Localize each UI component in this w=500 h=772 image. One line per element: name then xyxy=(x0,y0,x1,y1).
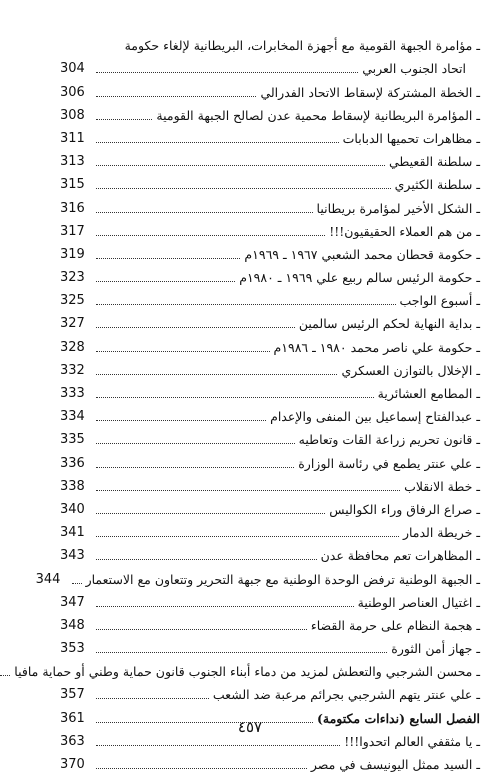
dot-leader xyxy=(96,235,325,236)
toc-entry-title: ـ قانون تحريم زراعة القات وتعاطيه xyxy=(298,432,480,448)
toc-entry xyxy=(60,378,480,401)
dot-leader xyxy=(96,142,339,143)
toc-entry-page-number: 370 xyxy=(60,757,85,772)
toc-entry-page-number: 308 xyxy=(60,107,85,123)
toc-entry-page-number: 340 xyxy=(60,501,85,517)
toc-entry-page-number: 332 xyxy=(60,362,85,378)
dot-leader xyxy=(96,768,307,769)
toc-entry-page-number: 327 xyxy=(60,316,85,332)
toc-entry-page-number: 363 xyxy=(60,733,85,749)
toc-entry-title: ـ الإخلال بالتوازن العسكري xyxy=(341,362,480,378)
toc-entry-title: ـ السيد ممثل اليونيسف في مصر xyxy=(310,757,480,772)
toc-entry-title: ـ المؤامرة البريطانية لإسقاط محمية عدن لصالح الجبهة القومية xyxy=(156,107,480,123)
dot-leader xyxy=(96,119,152,120)
toc-entry xyxy=(35,563,480,587)
toc-entry-page-number: 338 xyxy=(60,478,85,494)
dot-leader xyxy=(96,559,317,560)
dot-leader xyxy=(96,327,295,328)
dot-leader xyxy=(72,583,82,584)
toc-entry xyxy=(60,610,480,633)
toc-entry-page-number: 333 xyxy=(60,386,85,401)
toc-entry-page-number: 334 xyxy=(60,409,85,425)
toc-entry-page-number: 323 xyxy=(60,270,85,286)
toc-entry-page-number: 304 xyxy=(60,61,85,77)
toc-entry-title: ـ أسبوع الواجب xyxy=(399,293,480,309)
dot-leader xyxy=(96,536,399,537)
toc-entry xyxy=(60,633,480,656)
toc-entry-page-number: 317 xyxy=(60,223,85,239)
dot-leader xyxy=(96,212,313,213)
toc-entry-title: اتحاد الجنوب العربي xyxy=(362,61,466,77)
toc-entry xyxy=(60,192,480,215)
toc-entry-page-number: 315 xyxy=(60,177,85,193)
toc-entry xyxy=(60,30,480,53)
toc-entry xyxy=(60,76,480,99)
dot-leader xyxy=(96,443,295,444)
toc-entry xyxy=(60,355,480,378)
toc-entry-title: ـ سلطنة الكثيري xyxy=(394,177,480,193)
toc-entry-page-number: 357 xyxy=(60,687,85,703)
toc-entry-title: ـ حكومة قحطان محمد الشعبي ١٩٦٧ ـ ١٩٦٩م xyxy=(244,246,480,262)
toc-entry xyxy=(60,679,480,702)
toc-entry-title: ـ بداية النهاية لحكم الرئيس سالمين xyxy=(298,316,480,332)
dot-leader xyxy=(96,629,307,630)
dot-leader xyxy=(96,467,294,468)
toc-entry xyxy=(60,123,480,146)
toc-entry-title: ـ المطامع العشائرية xyxy=(377,386,480,401)
toc-entry xyxy=(60,331,480,354)
toc-entry-title: ـ الشكل الأخير لمؤامرة بريطانيا xyxy=(316,200,480,216)
toc-entry xyxy=(14,656,480,680)
toc-entry-page-number: 361 xyxy=(60,710,85,726)
dot-leader xyxy=(96,698,209,699)
toc-entry-title: ـ صراع الرفاق وراء الكواليس xyxy=(329,501,480,517)
dot-leader xyxy=(96,490,400,491)
dot-leader xyxy=(96,513,325,514)
page-number: ٤٥٧ xyxy=(237,718,263,736)
dot-leader xyxy=(96,304,396,305)
toc-entry xyxy=(60,216,480,239)
dot-leader xyxy=(96,652,387,653)
toc-entry xyxy=(60,471,480,494)
toc-entry-page-number: 343 xyxy=(60,548,85,564)
dot-leader xyxy=(96,397,374,398)
toc-entry-page-number: 348 xyxy=(60,617,85,633)
toc-entry-title: ـ يا مثقفي العالم اتحدوا!!! xyxy=(344,733,480,749)
toc-entry-title: ـ حكومة علي ناصر محمد ١٩٨٠ ـ ١٩٨٦م xyxy=(273,339,480,355)
dot-leader xyxy=(96,351,270,352)
toc-entry-page-number: 311 xyxy=(60,130,85,146)
toc-entry-title: ـ مؤامرة الجبهة القومية مع أجهزة المخابرات، البريطانية لإلغاء حكومة xyxy=(124,38,480,54)
toc-entry-title: ـ جهاز أمن الثورة xyxy=(391,641,480,657)
toc-entry-title: ـ مظاهرات تحميها الدبابات xyxy=(342,130,480,146)
toc-entry xyxy=(60,494,480,517)
toc-entry xyxy=(60,53,480,76)
toc-entry-title: ـ علي عنتر يطمع في رئاسة الوزارة xyxy=(298,455,480,471)
dot-leader xyxy=(96,606,354,607)
toc-entry-page-number: 328 xyxy=(60,339,85,355)
toc-entry-page-number: 316 xyxy=(60,200,85,216)
toc-entry xyxy=(60,401,480,424)
toc-entry-page-number: 353 xyxy=(60,641,85,657)
toc-entry-page-number: 341 xyxy=(60,525,85,541)
toc-entry-title: ـ علي عنتر يتهم الشرجبي بجرائم مرعبة ضد الشعب xyxy=(212,687,480,703)
toc-entry-page-number: 336 xyxy=(60,455,85,471)
toc-entry-page-number: 319 xyxy=(60,246,85,262)
toc-entry xyxy=(60,447,480,470)
toc-entry xyxy=(60,239,480,262)
toc-entry-title: الفصل السابع (نداءات مكتومة) xyxy=(316,710,480,726)
toc-entry-title: ـ من هم العملاء الحقيقيون!!! xyxy=(329,223,480,239)
toc-entry-title: ـ هجمة النظام على حرمة القضاء xyxy=(310,617,480,633)
toc-entry-page-number: 313 xyxy=(60,154,85,170)
toc-entry-title: ـ الخطة المشتركة لإسقاط الاتحاد الفدرالي xyxy=(260,84,480,100)
toc-entry xyxy=(60,100,480,123)
toc-entry-title: ـ الجبهة الوطنية ترفض الوحدة الوطنية مع جبهة التحرير وتتعاون مع الاستعمار xyxy=(85,571,480,587)
toc-entry xyxy=(60,587,480,610)
toc-entry xyxy=(60,424,480,447)
toc-entry-page-number: 344 xyxy=(35,571,61,587)
dot-leader xyxy=(0,675,10,676)
dot-leader xyxy=(96,188,391,189)
dot-leader xyxy=(96,745,340,746)
dot-leader xyxy=(96,72,358,73)
toc-entry xyxy=(60,262,480,285)
toc-entry xyxy=(60,285,480,308)
toc-entry xyxy=(60,308,480,331)
toc-entry-page-number: 325 xyxy=(60,293,85,309)
toc-entry-title: ـ خطة الانقلاب xyxy=(404,478,480,494)
toc-entry-page-number: 347 xyxy=(60,594,85,610)
toc-entry-page-number: 306 xyxy=(60,84,85,100)
dot-leader xyxy=(96,420,266,421)
toc-entry xyxy=(60,517,480,540)
toc-entry-title: ـ خريطة الدمار xyxy=(402,525,480,541)
toc-entry xyxy=(60,749,480,772)
dot-leader xyxy=(96,374,337,375)
table-of-contents xyxy=(14,30,480,772)
toc-entry xyxy=(60,169,480,192)
dot-leader xyxy=(96,281,235,282)
toc-entry-title: ـ المظاهرات تعم محافظة عدن xyxy=(320,548,480,564)
toc-entry-title: ـ سلطنة القعيطي xyxy=(388,154,480,170)
toc-entry-page-number: 335 xyxy=(60,432,85,448)
toc-entry xyxy=(60,540,480,563)
toc-entry-title: ـ محسن الشرجبي والتعطش لمزيد من دماء أبناء الجنوب قانون حماية وطني أو حماية مافيا xyxy=(14,664,480,680)
toc-entry xyxy=(60,146,480,169)
dot-leader xyxy=(96,165,385,166)
dot-leader xyxy=(96,258,240,259)
toc-entry-title: ـ اغتيال العناصر الوطنية xyxy=(357,594,480,610)
dot-leader xyxy=(96,96,256,97)
toc-entry-title: ـ عبدالفتاح إسماعيل بين المنفى والإعدام xyxy=(270,409,480,425)
toc-entry-title: ـ حكومة الرئيس سالم ربيع علي ١٩٦٩ ـ ١٩٨٠م xyxy=(239,270,480,286)
